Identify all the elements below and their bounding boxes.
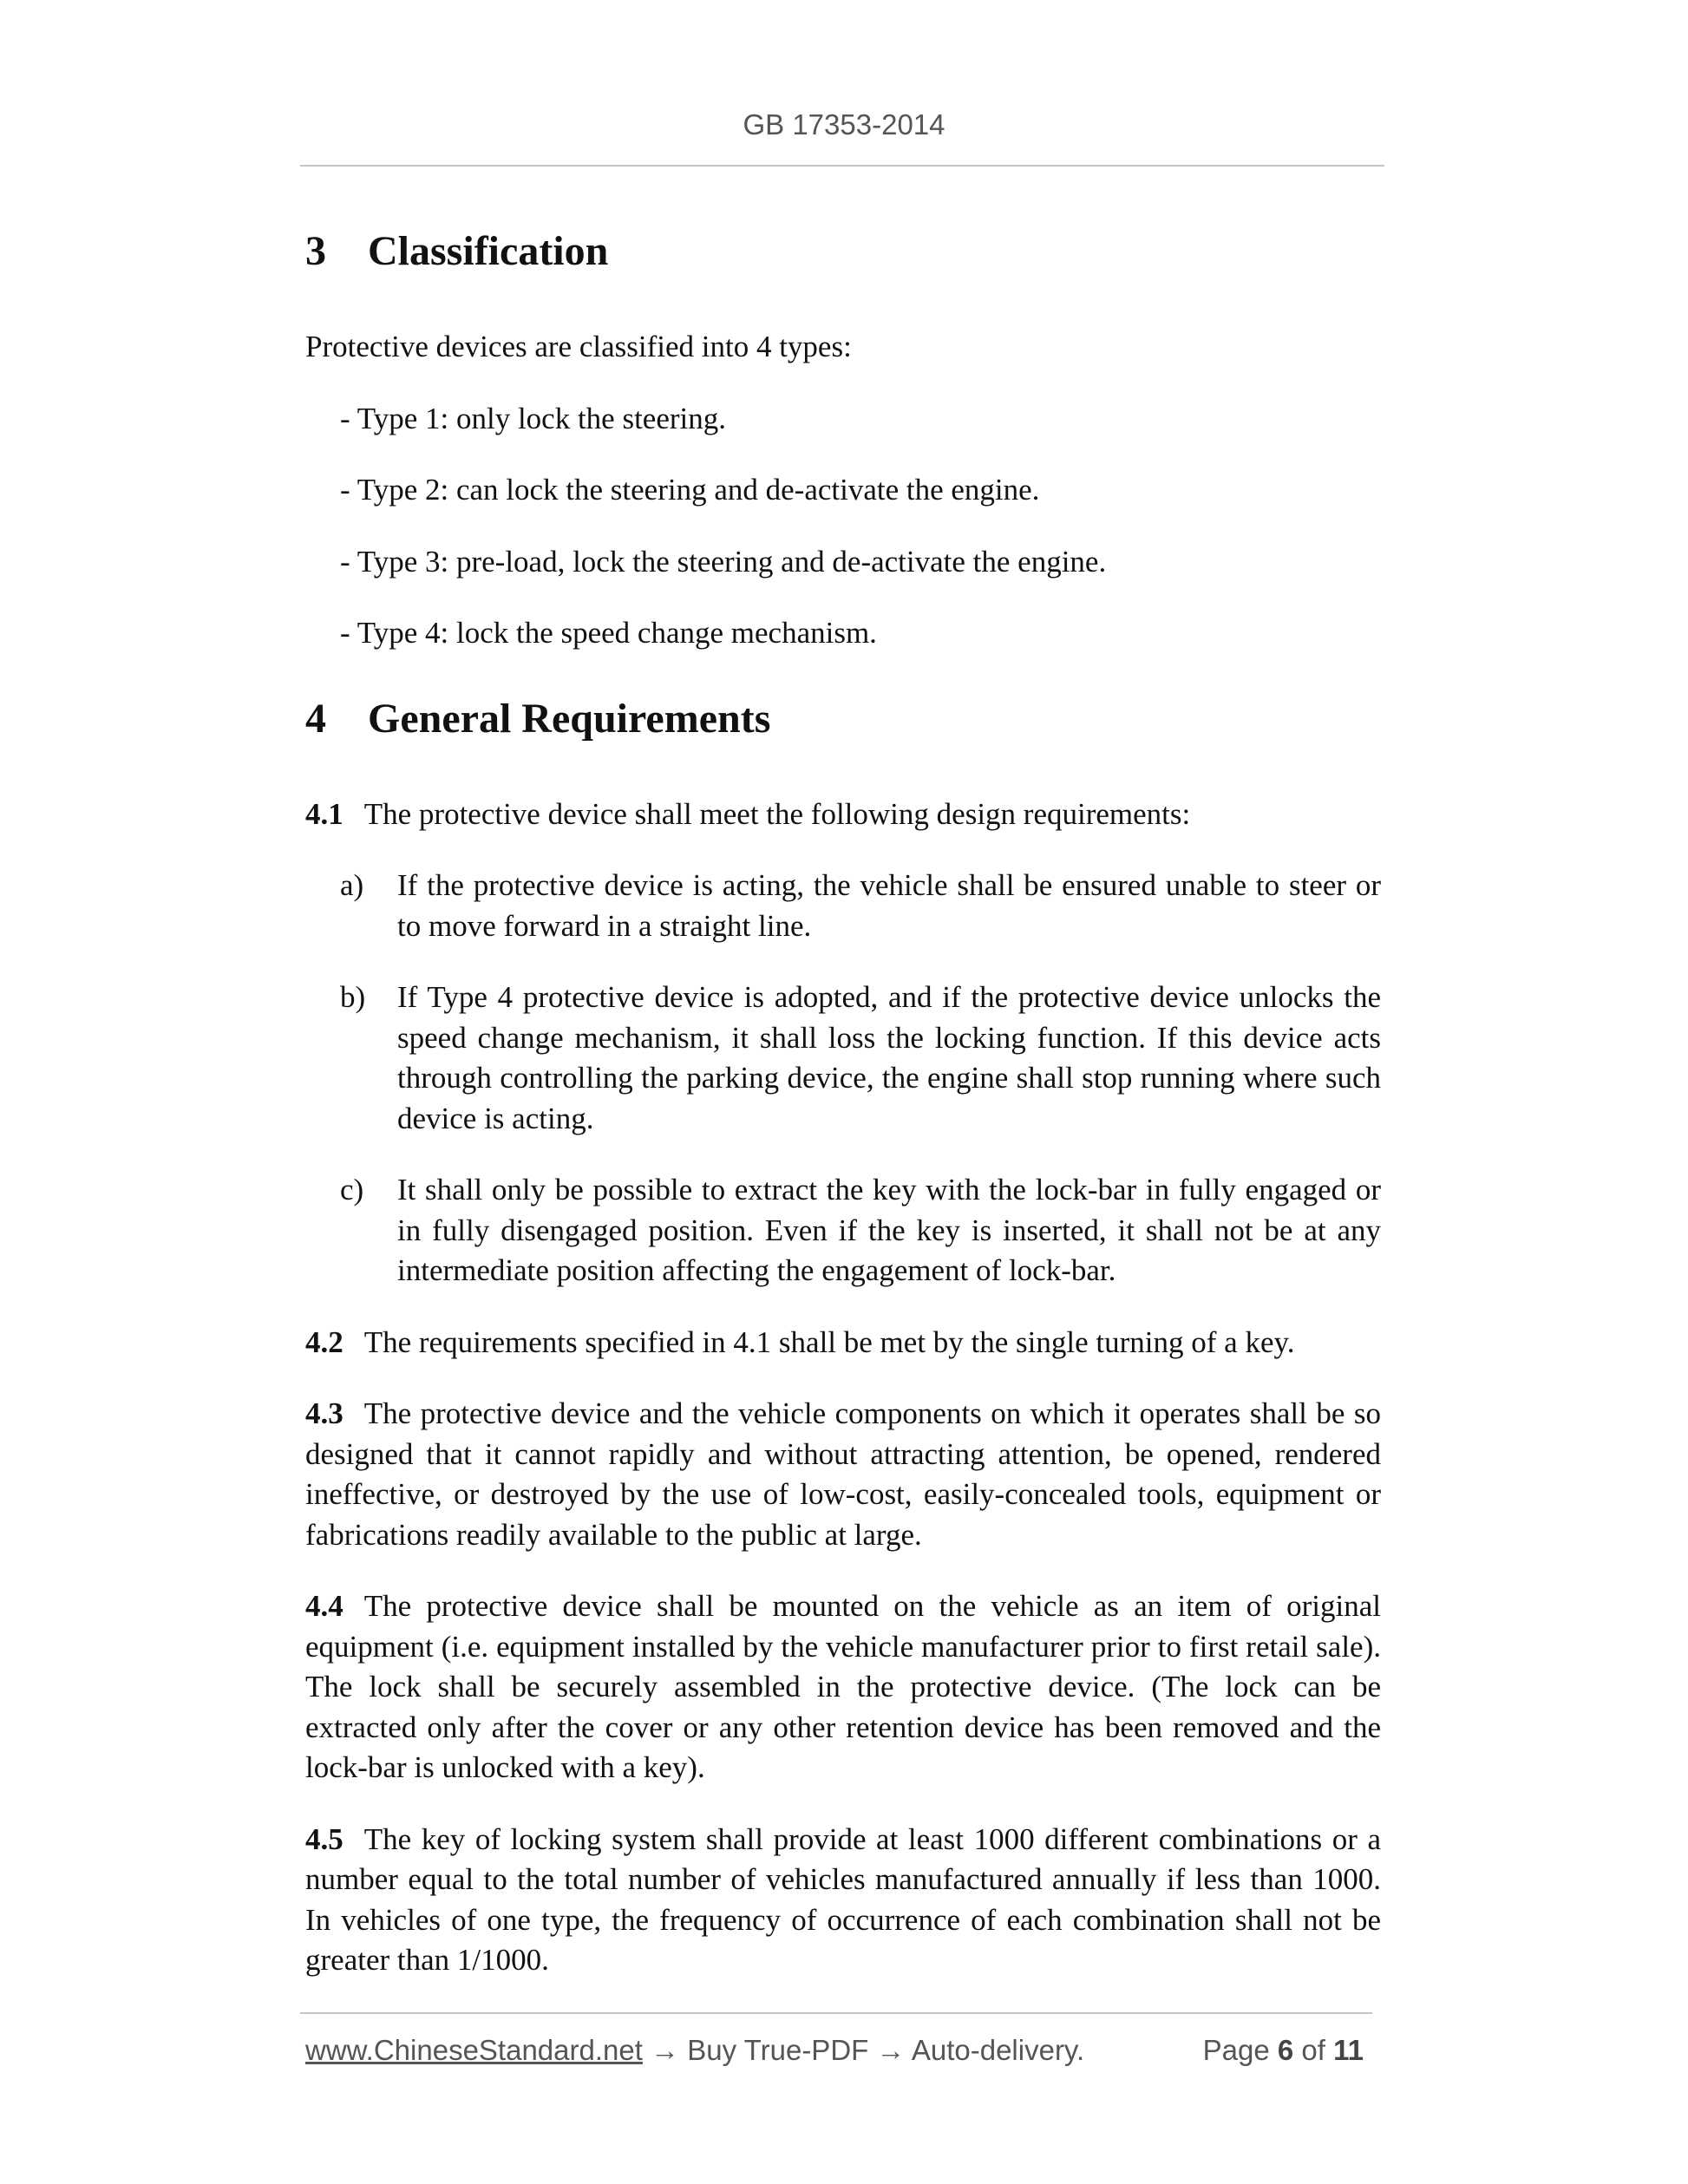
item-text: It shall only be possible to extract the key with the lock-bar in fully engaged or in fully disengaged position. Even if the key is inserted, it shall not be at any intermediate position affecting the engagement of lock-bar.	[397, 1173, 1381, 1287]
header-divider	[300, 165, 1384, 167]
item-label: c)	[340, 1173, 364, 1206]
auto-delivery-text: Auto-delivery.	[911, 2034, 1085, 2066]
section-number: 3	[305, 228, 326, 274]
clause-4-3	[305, 1394, 1381, 1555]
clause-4-4	[305, 1586, 1381, 1788]
clause-text: The protective device shall meet the following design requirements:	[363, 796, 1191, 831]
section-number: 4	[305, 695, 326, 742]
page-number	[1203, 2031, 1364, 2070]
page-total: 11	[1333, 2034, 1364, 2066]
page-label: Page	[1202, 2034, 1270, 2066]
footer-divider	[300, 2012, 1372, 2014]
clause-number: 4.4	[305, 1589, 343, 1623]
page-body	[305, 221, 1381, 2012]
buy-true-pdf-text: Buy True-PDF	[687, 2034, 869, 2066]
clause-text: The protective device and the vehicle components on which it operates shall be so designed that it cannot rapidly and without attracting attention, be opened, rendered ineffective, or destroyed by the use of low-cost, easily-concealed tools, equipment or fabrications readily available to the public at large.	[305, 1396, 1381, 1552]
footer-promo	[305, 2031, 1084, 2070]
arrow-icon: →	[876, 2034, 906, 2066]
section-4-heading	[305, 689, 1381, 749]
requirement-item	[340, 866, 1381, 946]
page-header: GB 17353-2014	[743, 108, 945, 141]
requirement-item	[340, 1170, 1381, 1291]
type-list-item: - Type 2: can lock the steering and de-activate the engine.	[340, 473, 1040, 507]
clause-text: The key of locking system shall provide at least 1000 different combinations or a number equal to the total number of vehicles manufactured annually if less than 1000. In vehicles of one type, the frequency of occurrence of each combination shall not be greater than 1/1000.	[305, 1821, 1381, 1977]
type-list-item: - Type 4: lock the speed change mechanism.	[340, 616, 877, 650]
section-3-intro: Protective devices are classified into 4 types:	[305, 330, 852, 363]
clause-4-5	[305, 1820, 1381, 1981]
section-title: Classification	[368, 228, 609, 274]
clause-number: 4.1	[305, 796, 343, 831]
clause-number: 4.5	[305, 1821, 343, 1856]
page-of: of	[1301, 2034, 1325, 2066]
section-3-heading	[305, 221, 1381, 282]
clause-number: 4.3	[305, 1396, 343, 1430]
clause-text: The protective device shall be mounted on the vehicle as an item of original equipment (i.e. equipment installed by the vehicle manufacturer prior to first retail sale). The lock shall be securely assembled in the protective device. (The lock can be extracted only after the cover or any other retention device has been removed and the lock-bar is unlocked with a key).	[305, 1589, 1381, 1784]
website-link[interactable]: www.ChineseStandard.net	[305, 2034, 643, 2066]
requirement-item	[340, 978, 1381, 1139]
clause-text: The requirements specified in 4.1 shall be met by the single turning of a key.	[363, 1324, 1295, 1359]
clause-number: 4.2	[305, 1324, 343, 1359]
clause-4-1	[305, 794, 1381, 835]
item-label: b)	[340, 980, 366, 1014]
arrow-icon: →	[651, 2034, 680, 2066]
type-list-item: - Type 1: only lock the steering.	[340, 401, 727, 435]
item-text: If the protective device is acting, the vehicle shall be ensured unable to steer or to move forward in a straight line.	[397, 868, 1381, 943]
item-label: a)	[340, 868, 364, 902]
type-list-item: - Type 3: pre-load, lock the steering and de-activate the engine.	[340, 544, 1107, 579]
clause-4-2	[305, 1323, 1381, 1363]
page-current: 6	[1277, 2034, 1294, 2066]
item-text: If Type 4 protective device is adopted, and if the protective device unlocks the speed change mechanism, it shall loss the locking function. If this device acts through controlling the parking device, the engine shall stop running where such device is acting.	[397, 980, 1381, 1135]
section-title: General Requirements	[368, 695, 771, 742]
